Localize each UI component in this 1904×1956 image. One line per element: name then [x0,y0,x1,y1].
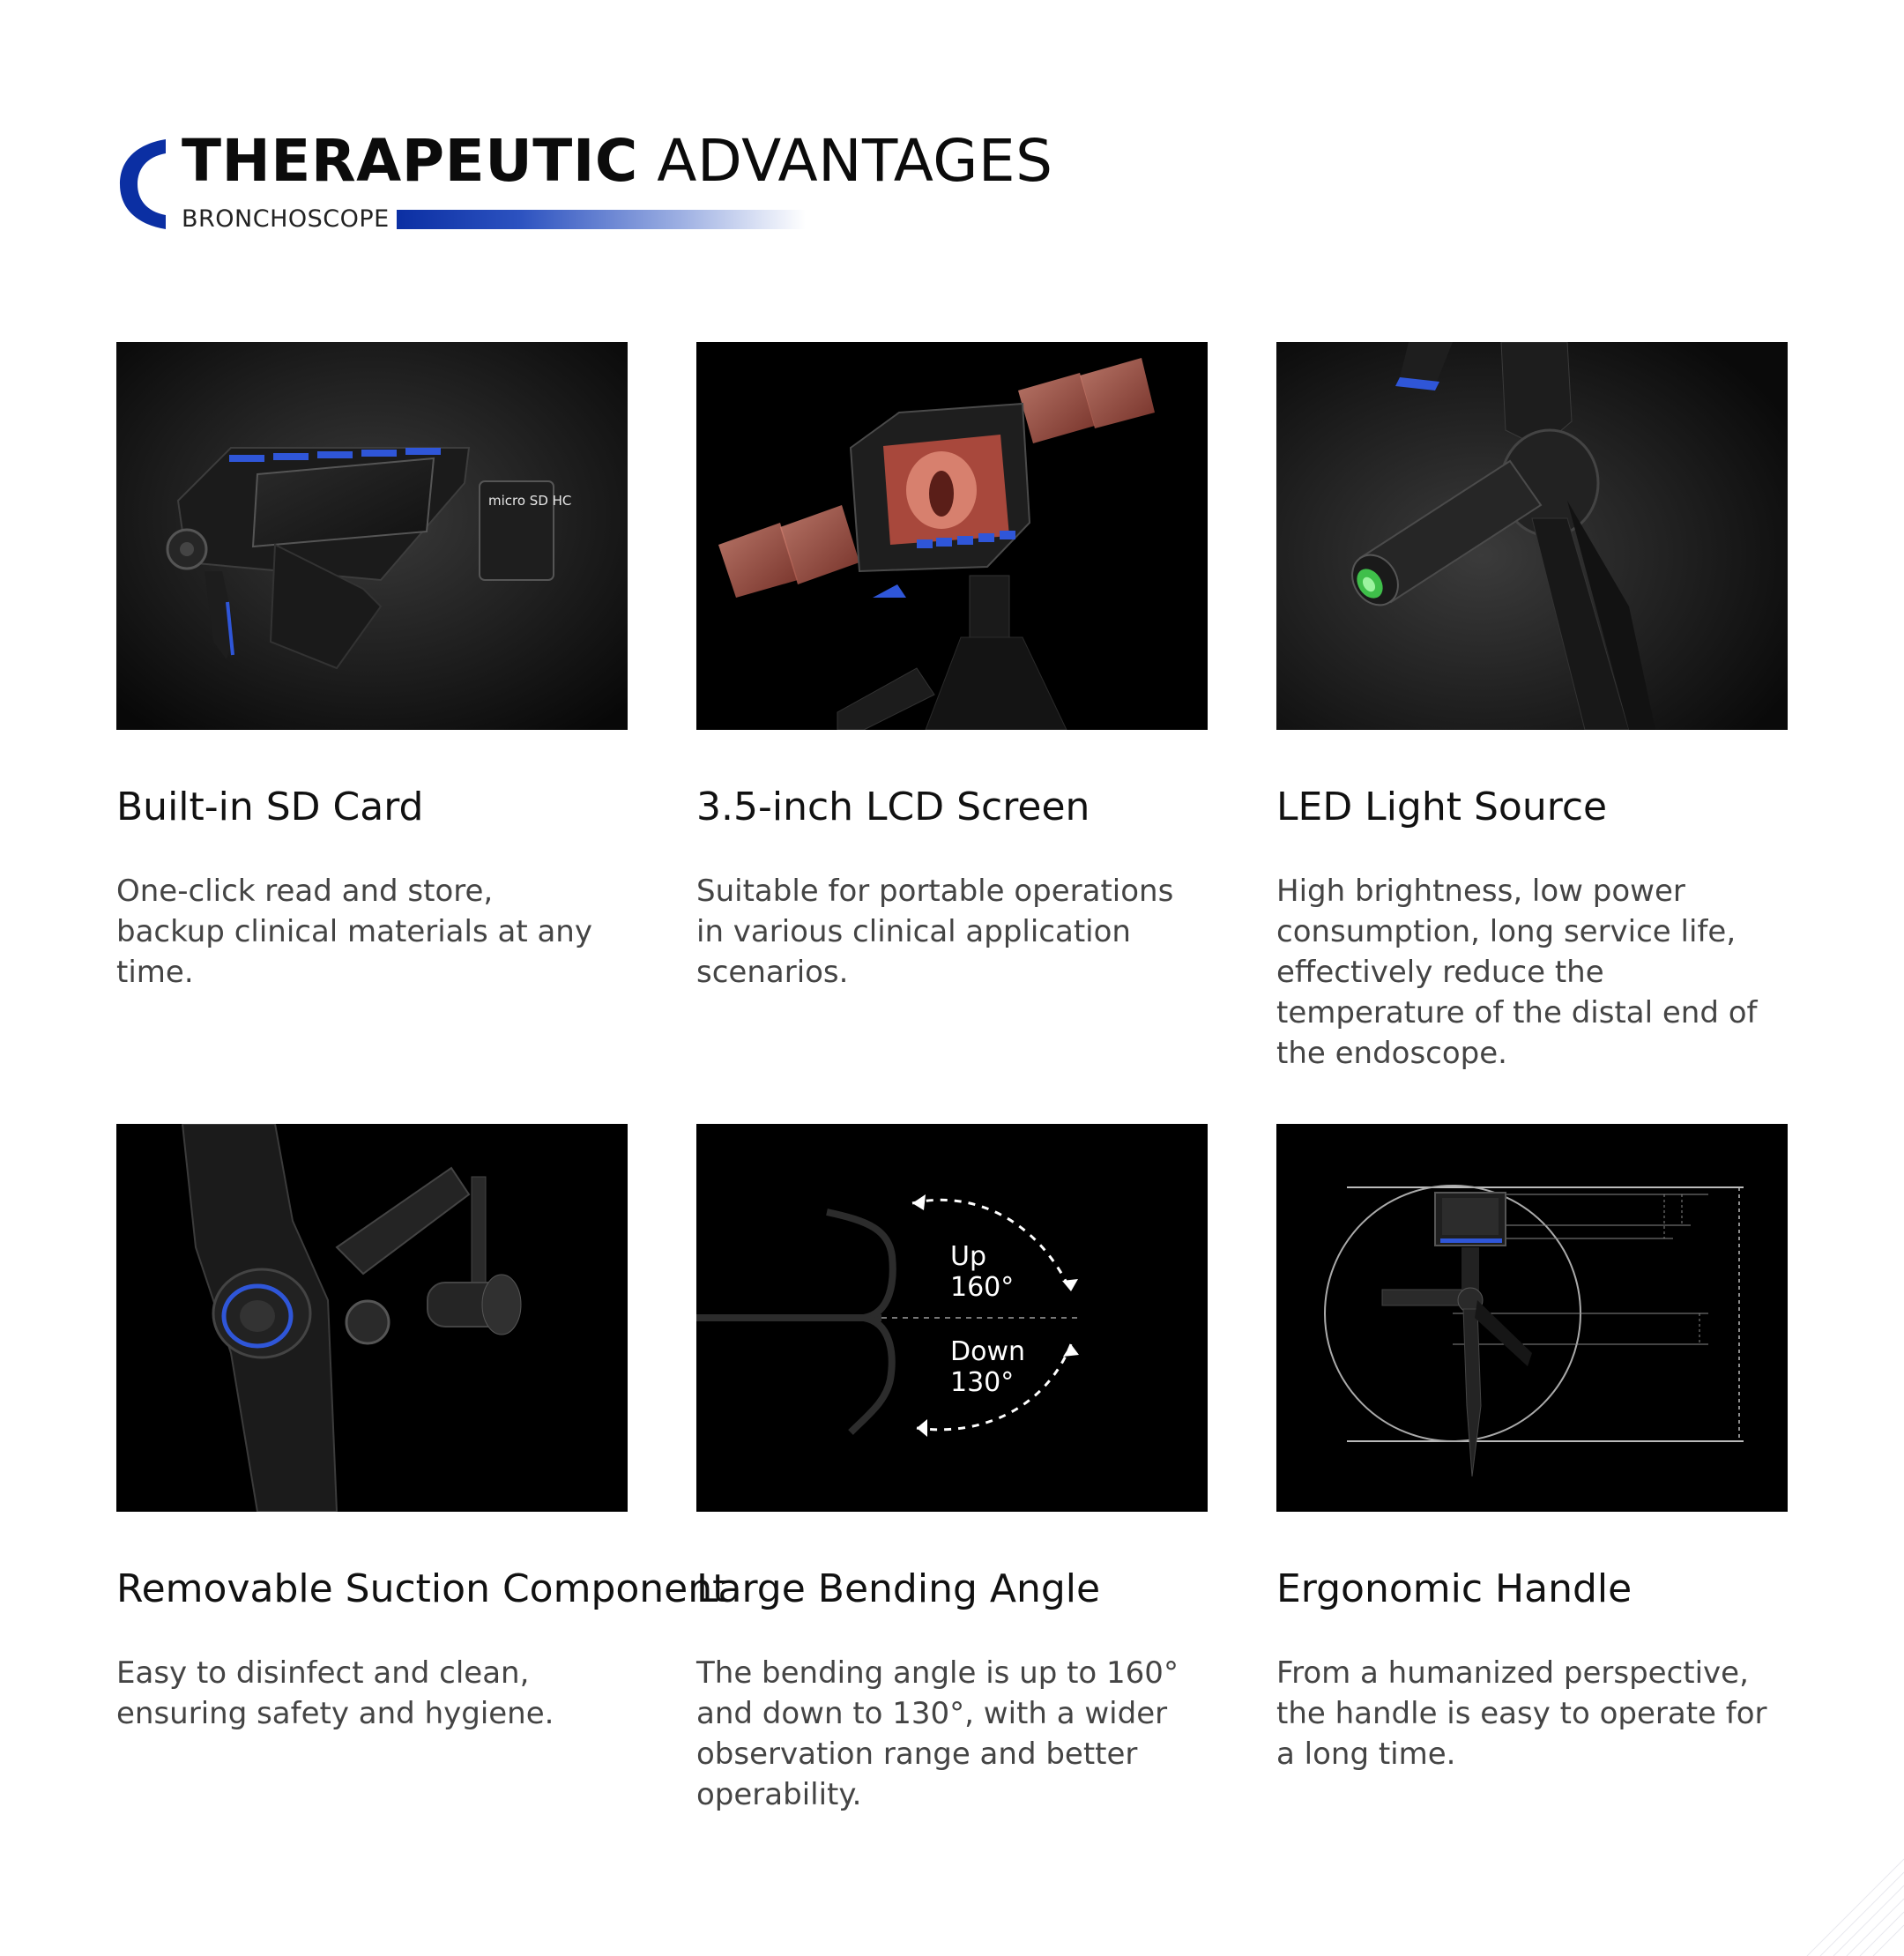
feature-title: 3.5-inch LCD Screen [696,785,1090,829]
up-label: Up [950,1241,987,1272]
feature-description: The bending angle is up to 160° and down to 130°, with a wider observation range and better operability. [696,1655,1179,1812]
feature-description: Suitable for portable operations in various clinical application scenarios. [696,874,1174,990]
feature-title: Built-in SD Card [116,785,424,829]
feature-title: Large Bending Angle [696,1566,1101,1611]
feature-title: Removable Suction Component [116,1566,728,1611]
page-title-bold: THERAPEUTIC [182,127,638,195]
accent-gradient-bar [397,210,806,229]
sd-card-label: micro SD HC [488,493,572,509]
suction-component-image [116,1124,628,1512]
feature-description: Easy to disinfect and clean, ensuring safety and hygiene. [116,1655,554,1731]
page-title-light: ADVANTAGES [657,127,1053,195]
page-subtitle: BRONCHOSCOPE [182,205,390,233]
ergonomic-handle-image [1276,1124,1788,1512]
bracket-logo-icon [116,136,169,233]
up-value: 160° [950,1272,1015,1303]
bending-angle-image [696,1124,1208,1512]
down-label: Down [950,1336,1026,1367]
sd-card-monitor-image [116,342,628,730]
down-value: 130° [950,1367,1015,1398]
section-header [116,127,1053,238]
feature-description: One-click read and store, backup clinical materials at any time. [116,874,592,990]
feature-title: Ergonomic Handle [1276,1566,1633,1611]
feature-title: LED Light Source [1276,785,1608,829]
feature-description: From a humanized perspective, the handle is easy to operate for a long time. [1276,1655,1767,1772]
corner-line-decoration [1728,1850,1904,1956]
page-title [182,127,1053,195]
lcd-screen-image [696,342,1208,730]
feature-description: High brightness, low power consumption, long service life, effectively reduce the temperature of the distal end of the endoscope. [1276,874,1758,1071]
led-light-source-image [1276,342,1788,730]
